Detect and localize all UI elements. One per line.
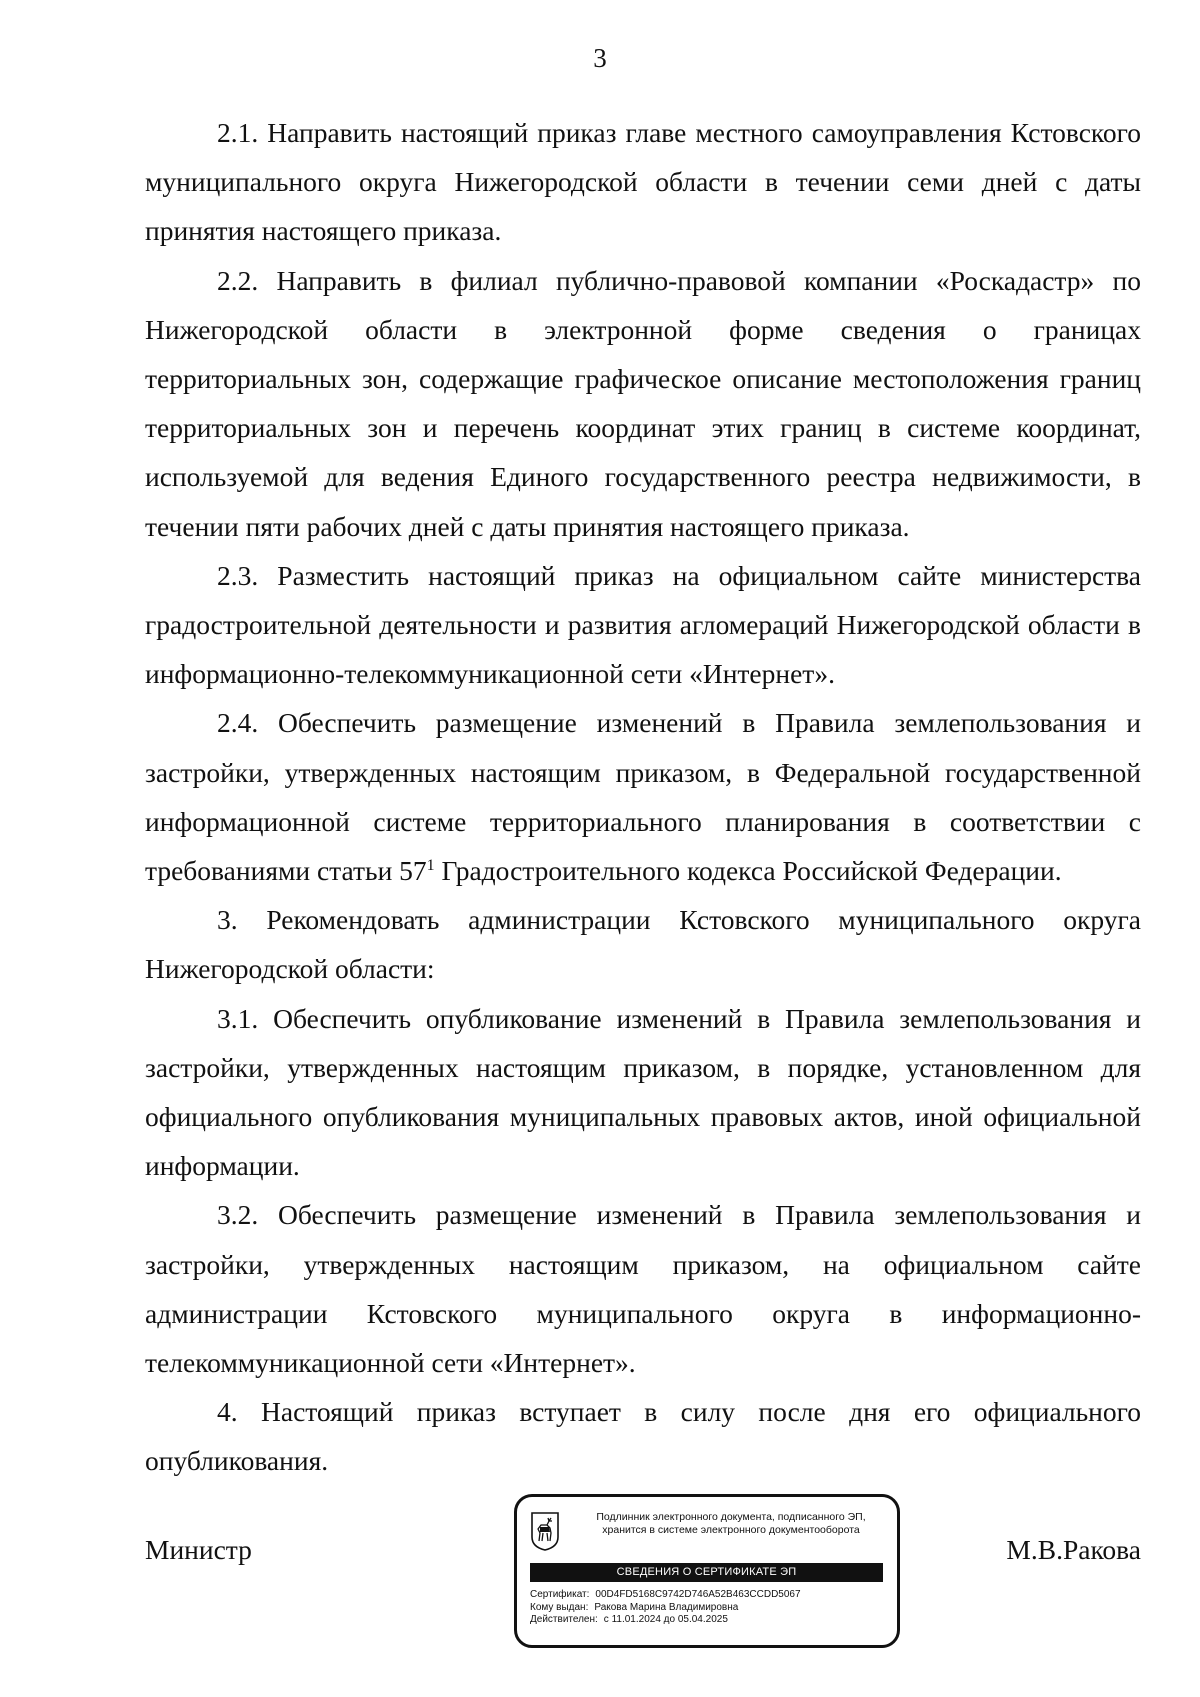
article-superscript: 1 xyxy=(426,856,435,874)
certificate-label: Сертификат: xyxy=(530,1589,590,1600)
paragraph-4: 4. Настоящий приказ вступает в силу после дня его официального опубликования. xyxy=(145,1396,1141,1477)
validity-row xyxy=(530,1614,890,1627)
electronic-signature-stamp xyxy=(514,1494,900,1648)
paragraph-2-4-tail: Градостроительного кодекса Российской Федерации. xyxy=(434,855,1062,887)
stamp-note xyxy=(571,1511,891,1537)
deer-coat-of-arms-icon xyxy=(530,1511,560,1551)
paragraph-3-1: 3.1. Обеспечить опубликование изменений в Правила землепользования и застройки, утвержденных настоящим приказом, в порядке, установленном для официального опубликования муниципальных правовых актов, иной официальной информации. xyxy=(145,1002,1141,1182)
paragraph-2-1: 2.1. Направить настоящий приказ главе местного самоуправления Кстовского муниципального округа Нижегородской области в течении семи дней с даты принятия настоящего приказа. xyxy=(145,117,1141,247)
page-number: 3 xyxy=(593,43,607,73)
certificate-value: 00D4FD5168C9742D746A52B463CCDD5067 xyxy=(595,1589,801,1600)
paragraph-2-3: 2.3. Разместить настоящий приказ на официальном сайте министерства градостроительной деятельности и развития агломераций Нижегородской области в информационно-телекоммуникационной сети «Интернет». xyxy=(145,559,1141,690)
paragraph-2-4-text: 2.4. Обеспечить размещение изменений в Правила землепользования и застройки, утвержденных настоящим приказом, в Федеральной государственной информационной системе территориального планирования в соответствии с требованиями статьи 57 xyxy=(145,707,1141,887)
issued-to-row xyxy=(530,1602,890,1615)
paragraph-3-2: 3.2. Обеспечить размещение изменений в Правила землепользования и застройки, утвержденных настоящим приказом, на официальном сайте администрации Кстовского муниципального округа в информационно-телекоммуникационной сети «Интернет». xyxy=(145,1199,1141,1379)
issued-to-value: Ракова Марина Владимировна xyxy=(594,1601,739,1613)
signatory-name: М.В.Ракова xyxy=(1006,1534,1141,1565)
certificate-details xyxy=(530,1589,890,1627)
certificate-banner: СВЕДЕНИЯ О СЕРТИФИКАТЕ ЭП xyxy=(530,1563,883,1582)
paragraph-3: 3. Рекомендовать администрации Кстовского муниципального округа Нижегородской области: xyxy=(145,904,1141,985)
validity-label: Действителен: xyxy=(530,1614,598,1625)
document-body xyxy=(145,108,1141,1486)
issued-to-label: Кому выдан: xyxy=(530,1601,589,1613)
certificate-row xyxy=(530,1589,890,1602)
validity-value: с 11.01.2024 до 05.04.2025 xyxy=(603,1614,728,1625)
stamp-note-line-2: хранится в системе электронного документооборота xyxy=(602,1524,860,1536)
signatory-position: Министр xyxy=(145,1534,252,1565)
stamp-note-line-1: Подлинник электронного документа, подписанного ЭП, xyxy=(596,1511,866,1523)
paragraph-2-4 xyxy=(145,698,1141,895)
paragraph-2-2: 2.2. Направить в филиал публично-правовой компании «Роскадастр» по Нижегородской области в электронной форме сведения о границах территориальных зон, содержащие графическое описание местоположения границ территориальных зон и перечень координат этих границ в системе координат, используемой для ведения Единого государственного реестра недвижимости, в течении пяти рабочих дней с даты принятия настоящего приказа. xyxy=(145,264,1141,542)
